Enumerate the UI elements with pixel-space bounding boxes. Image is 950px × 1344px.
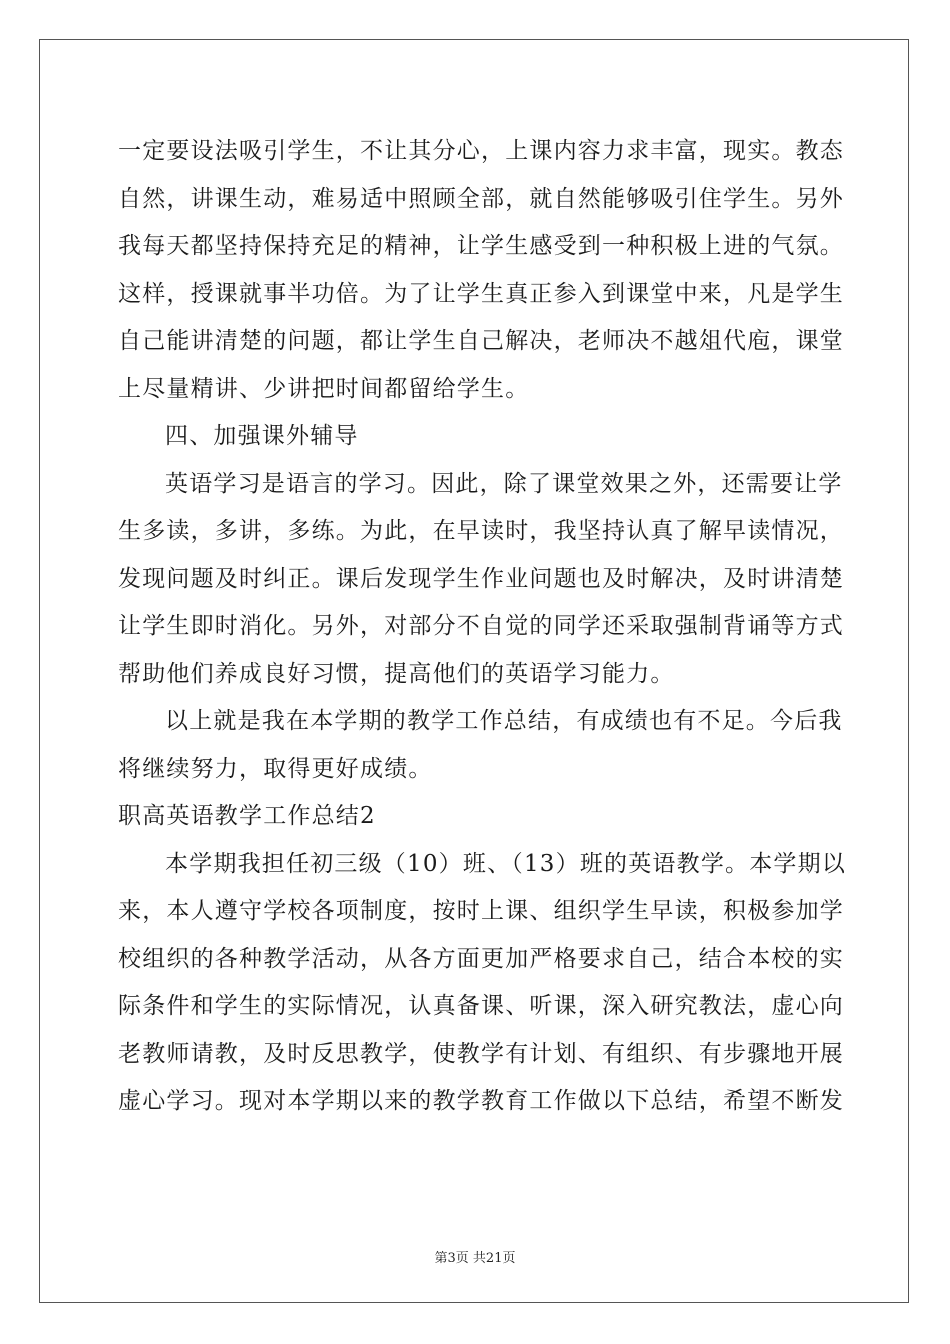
text-line-13: 以上就是我在本学期的教学工作总结，有成绩也有不足。今后我 — [165, 708, 843, 734]
page-number: 第3页 共21页 — [434, 1251, 516, 1266]
text-line-12: 帮助他们养成良好习惯，提高他们的英语学习能力。 — [118, 660, 675, 687]
text-line-20: 老教师请教，及时反思教学，使教学有计划、有组织、有步骤地开展 — [118, 1040, 844, 1067]
text-line-9: 生多读，多讲，多练。为此，在早读时，我坚持认真了解早读情况， — [118, 518, 844, 544]
text-line-14: 将继续努力，取得更好成绩。 — [118, 755, 433, 782]
text-line-3: 我每天都坚持保持充足的精神，让学生感受到一种积极上进的气氛。 — [118, 233, 844, 259]
text-line-6: 上尽量精讲、少讲把时间都留给学生。 — [118, 375, 530, 402]
text-line-4: 这样，授课就事半功倍。为了让学生真正参入到课堂中来，凡是学生 — [118, 280, 844, 307]
text-line-16: 本学期我担任初三级（10）班、（13）班的英语教学。本学期以 — [165, 850, 847, 877]
document-body — [118, 128, 847, 1126]
text-line-19: 际条件和学生的实际情况，认真备课、听课，深入研究教法，虚心向 — [118, 993, 844, 1019]
text-line-2: 自然，讲课生动，难易适中照顾全部，就自然能够吸引住学生。另外 — [118, 185, 844, 212]
text-line-5: 自己能讲清楚的问题，都让学生自己解决，老师决不越俎代庖，课堂 — [118, 328, 844, 354]
text-line-10: 发现问题及时纠正。课后发现学生作业问题也及时解决，及时讲清楚 — [118, 565, 844, 592]
text-line-8: 英语学习是语言的学习。因此，除了课堂效果之外，还需要让学 — [165, 470, 843, 497]
text-line-21: 虚心学习。现对本学期以来的教学教育工作做以下总结，希望不断发 — [118, 1088, 844, 1114]
page-footer — [0, 1247, 950, 1266]
document-title: 职高英语教学工作总结2 — [118, 803, 376, 829]
text-line-18: 校组织的各种教学活动，从各方面更加严格要求自己，结合本校的实 — [118, 945, 844, 972]
text-line-1: 一定要设法吸引学生，不让其分心，上课内容力求丰富，现实。教态 — [118, 138, 844, 164]
section-heading: 四、加强课外辅导 — [165, 423, 359, 449]
text-line-17: 来，本人遵守学校各项制度，按时上课、组织学生早读，积极参加学 — [118, 898, 844, 924]
text-line-11: 让学生即时消化。另外，对部分不自觉的同学还采取强制背诵等方式 — [118, 613, 844, 639]
